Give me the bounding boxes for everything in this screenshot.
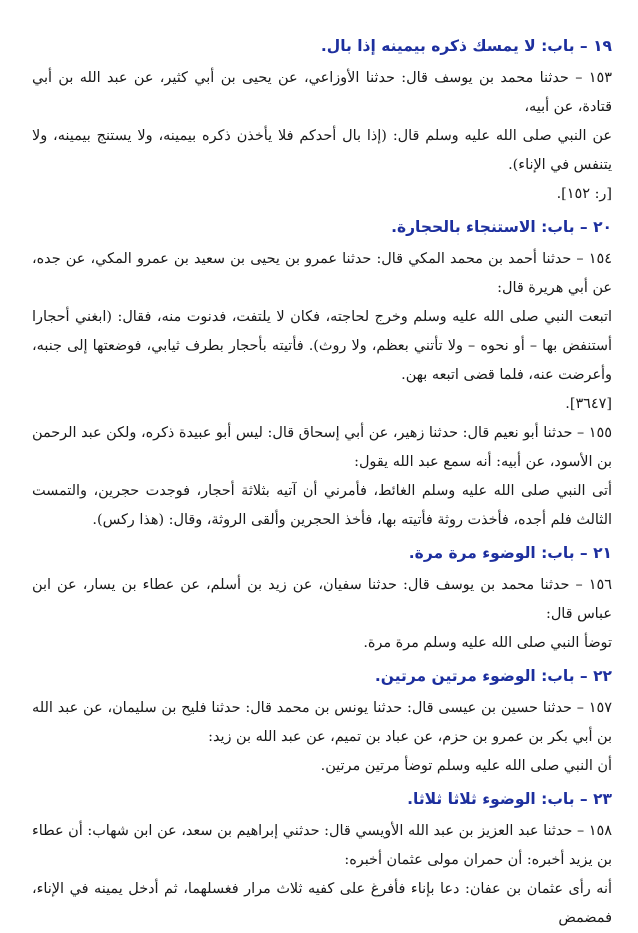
chapter-heading: ٢٣ – باب: الوضوء ثلاثا ثلاثا.	[407, 790, 612, 808]
hadith-text: اتبعت النبي صلى الله عليه وسلم وخرج لحاجته، فكان لا يلتفت، فدنوت منه، فقال: (ابغني أحجارا أستنفض بها – أو نحوه – ولا تأتني بعظم، ولا روث). فأتيته بأحجار بطرف ثيابي، فوضعتها إلى جنبه، وأعرضت عنه، فلما قضى اتبعه بهن.	[32, 309, 612, 383]
hadith-chain: ١٥٦ – حدثنا محمد بن يوسف قال: حدثنا سفيان، عن زيد بن أسلم، عن عطاء بن يسار، عن ابن عباس قال:	[32, 577, 612, 622]
chapter-heading: ٢٠ – باب: الاستنجاء بالحجارة.	[391, 218, 612, 236]
chapter-heading: ٢٢ – باب: الوضوء مرتين مرتين.	[374, 667, 612, 685]
hadith-text: عن النبي صلى الله عليه وسلم قال: (إذا بال أحدكم فلا يأخذن ذكره بيمينه، ولا يستنج بيمينه، ولا يتنفس في الإناء).	[32, 128, 612, 173]
hadith-157	[32, 694, 612, 781]
hadith-chain: ١٥٧ – حدثنا حسين بن عيسى قال: حدثنا يونس بن محمد قال: حدثنا فليح بن سليمان، عن عبد الله بن أبي بكر بن عمرو بن حزم، عن عباد بن تميم، عن عبد الله بن زيد:	[32, 700, 612, 745]
hadith-chain: ١٥٣ – حدثنا محمد بن يوسف قال: حدثنا الأوزاعي، عن يحيى بن أبي كثير، عن عبد الله بن أبي قتادة، عن أبيه،	[32, 70, 612, 115]
document-page	[32, 0, 612, 933]
chapter-22	[32, 658, 612, 781]
hadith-158	[32, 817, 612, 933]
hadith-text: أنه رأى عثمان بن عفان: دعا بإناء فأفرغ على كفيه ثلاث مرار فغسلهما، ثم أدخل يمينه في الإناء، فمضمض	[32, 881, 612, 926]
hadith-chain: ١٥٨ – حدثنا عبد العزيز بن عبد الله الأويسي قال: حدثني إبراهيم بن سعد، عن ابن شهاب: أن عطاء بن يزيد أخبره: أن حمران مولى عثمان أخبره:	[32, 823, 612, 868]
hadith-153	[32, 64, 612, 209]
chapter-23	[32, 781, 612, 933]
hadith-chain: ١٥٤ – حدثنا أحمد بن محمد المكي قال: حدثنا عمرو بن يحيى بن سعيد بن عمرو المكي، عن جده، عن أبي هريرة قال:	[32, 251, 612, 296]
chapter-20	[32, 209, 612, 535]
hadith-text: أتى النبي صلى الله عليه وسلم الغائط، فأمرني أن آتيه بثلاثة أحجار، فوجدت حجرين، والتمست الثالث فلم أجده، فأخذت روثة فأتيته بها، فأخذ الحجرين وألقى الروثة، وقال: (هذا ركس).	[32, 483, 612, 528]
hadith-cross-reference: [٣٦٤٧].	[565, 396, 612, 412]
hadith-156	[32, 571, 612, 658]
chapter-19	[32, 0, 612, 209]
chapter-heading: ١٩ – باب: لا يمسك ذكره بيمينه إذا بال.	[320, 37, 612, 55]
hadith-text: توضأ النبي صلى الله عليه وسلم مرة مرة.	[363, 635, 612, 651]
hadith-154	[32, 245, 612, 419]
hadith-chain: ١٥٥ – حدثنا أبو نعيم قال: حدثنا زهير، عن أبي إسحاق قال: ليس أبو عبيدة ذكره، ولكن عبد الرحمن بن الأسود، عن أبيه: أنه سمع عبد الله يقول:	[32, 425, 612, 470]
chapter-heading: ٢١ – باب: الوضوء مرة مرة.	[408, 544, 612, 562]
chapter-21	[32, 535, 612, 658]
hadith-cross-reference: [ر: ١٥٢].	[556, 186, 612, 202]
hadith-text: أن النبي صلى الله عليه وسلم توضأ مرتين مرتين.	[320, 758, 612, 774]
hadith-155	[32, 419, 612, 535]
